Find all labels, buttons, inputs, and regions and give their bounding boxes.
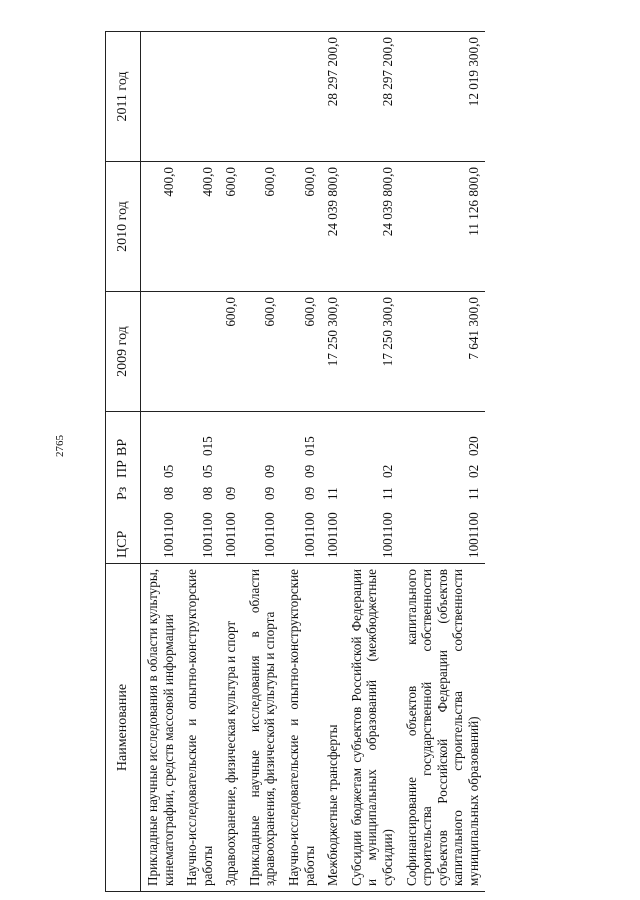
row-csr: 1001100 bbox=[465, 512, 481, 558]
row-2009 bbox=[141, 292, 181, 412]
table-row bbox=[282, 32, 321, 892]
row-name: Прикладные научные исследования в области культуры, кинематографии, средств массовой информации bbox=[141, 564, 181, 892]
header-name: Наименование bbox=[106, 564, 141, 892]
row-codes bbox=[345, 412, 400, 564]
row-2011: 28 297 200,0 bbox=[321, 32, 345, 162]
row-2009: 7 641 300,0 bbox=[400, 292, 486, 412]
row-csr: 1001100 bbox=[379, 512, 395, 558]
row-name: Научно-исследовательские и опытно-конструкторские работы bbox=[282, 564, 321, 892]
row-rz: 09 bbox=[223, 486, 239, 500]
row-vr: 020 bbox=[465, 436, 481, 456]
row-rz: 09 bbox=[301, 486, 317, 500]
table-row bbox=[243, 32, 282, 892]
row-2010: 11 126 800,0 bbox=[400, 162, 486, 292]
rotated-table-container bbox=[105, 32, 577, 892]
row-2010: 400,0 bbox=[141, 162, 181, 292]
row-2010: 24 039 800,0 bbox=[345, 162, 400, 292]
row-2009: 600,0 bbox=[219, 292, 243, 412]
row-2010: 600,0 bbox=[243, 162, 282, 292]
row-csr: 1001100 bbox=[301, 512, 317, 558]
row-rz: 11 bbox=[379, 487, 395, 500]
row-codes bbox=[321, 412, 345, 564]
row-2011 bbox=[219, 32, 243, 162]
row-2011 bbox=[243, 32, 282, 162]
row-2009 bbox=[180, 292, 219, 412]
row-pr: 02 bbox=[379, 464, 395, 478]
row-rz: 08 bbox=[160, 486, 176, 500]
table-row bbox=[321, 32, 345, 892]
row-rz: 11 bbox=[325, 487, 341, 500]
row-name: Межбюджетные трансферты bbox=[321, 564, 345, 892]
row-2009: 17 250 300,0 bbox=[345, 292, 400, 412]
row-pr: 05 bbox=[199, 464, 215, 478]
row-codes bbox=[219, 412, 243, 564]
row-rz: 09 bbox=[262, 486, 278, 500]
row-2009: 17 250 300,0 bbox=[321, 292, 345, 412]
row-2010: 600,0 bbox=[219, 162, 243, 292]
row-codes bbox=[141, 412, 181, 564]
row-pr: 09 bbox=[301, 464, 317, 478]
row-vr: 015 bbox=[301, 436, 317, 456]
header-vr: ВР bbox=[114, 438, 130, 456]
row-rz: 11 bbox=[465, 487, 481, 500]
row-codes bbox=[282, 412, 321, 564]
header-2009: 2009 год bbox=[106, 292, 141, 412]
row-codes bbox=[243, 412, 282, 564]
budget-table bbox=[105, 31, 485, 892]
row-2010: 600,0 bbox=[282, 162, 321, 292]
table-row bbox=[400, 32, 486, 892]
row-csr: 1001100 bbox=[325, 512, 341, 558]
header-codes bbox=[106, 412, 141, 564]
header-pr: ПР bbox=[114, 460, 130, 478]
row-csr: 1001100 bbox=[199, 512, 215, 558]
row-csr: 1001100 bbox=[223, 512, 239, 558]
row-vr: 015 bbox=[199, 436, 215, 456]
table-row bbox=[141, 32, 181, 892]
row-pr: 02 bbox=[465, 464, 481, 478]
row-rz: 08 bbox=[199, 486, 215, 500]
row-2011 bbox=[180, 32, 219, 162]
table-row bbox=[180, 32, 219, 892]
header-rz: Рз bbox=[114, 486, 130, 500]
header-2011: 2011 год bbox=[106, 32, 141, 162]
row-csr: 1001100 bbox=[262, 512, 278, 558]
row-name: Прикладные научные исследования в области здравоохранения, физической культуры и спорта bbox=[243, 564, 282, 892]
row-name: Субсидии бюджетам субъектов Российской Федерации и муниципальных образований (межбюджетные субсидии) bbox=[345, 564, 400, 892]
row-2011 bbox=[282, 32, 321, 162]
row-2011 bbox=[141, 32, 181, 162]
row-pr: 09 bbox=[262, 464, 278, 478]
row-2011: 12 019 300,0 bbox=[400, 32, 486, 162]
table-row bbox=[219, 32, 243, 892]
row-pr: 05 bbox=[160, 464, 176, 478]
row-name: Софинансирование объектов капитального строительства государственной собственности субъектов Российской Федерации (объектов капитального строительства собственности муниципальных образований) bbox=[400, 564, 486, 892]
row-2009: 600,0 bbox=[282, 292, 321, 412]
row-2010: 400,0 bbox=[180, 162, 219, 292]
row-codes bbox=[400, 412, 486, 564]
row-2011: 28 297 200,0 bbox=[345, 32, 400, 162]
table-header-row bbox=[106, 32, 141, 892]
header-csr: ЦСР bbox=[114, 530, 130, 558]
page-number: 2765 bbox=[54, 435, 66, 457]
header-2010: 2010 год bbox=[106, 162, 141, 292]
row-codes bbox=[180, 412, 219, 564]
row-csr: 1001100 bbox=[160, 512, 176, 558]
row-name: Здравоохранение, физическая культура и спорт bbox=[219, 564, 243, 892]
row-2010: 24 039 800,0 bbox=[321, 162, 345, 292]
row-2009: 600,0 bbox=[243, 292, 282, 412]
row-name: Научно-исследовательские и опытно-конструкторские работы bbox=[180, 564, 219, 892]
table-row bbox=[345, 32, 400, 892]
